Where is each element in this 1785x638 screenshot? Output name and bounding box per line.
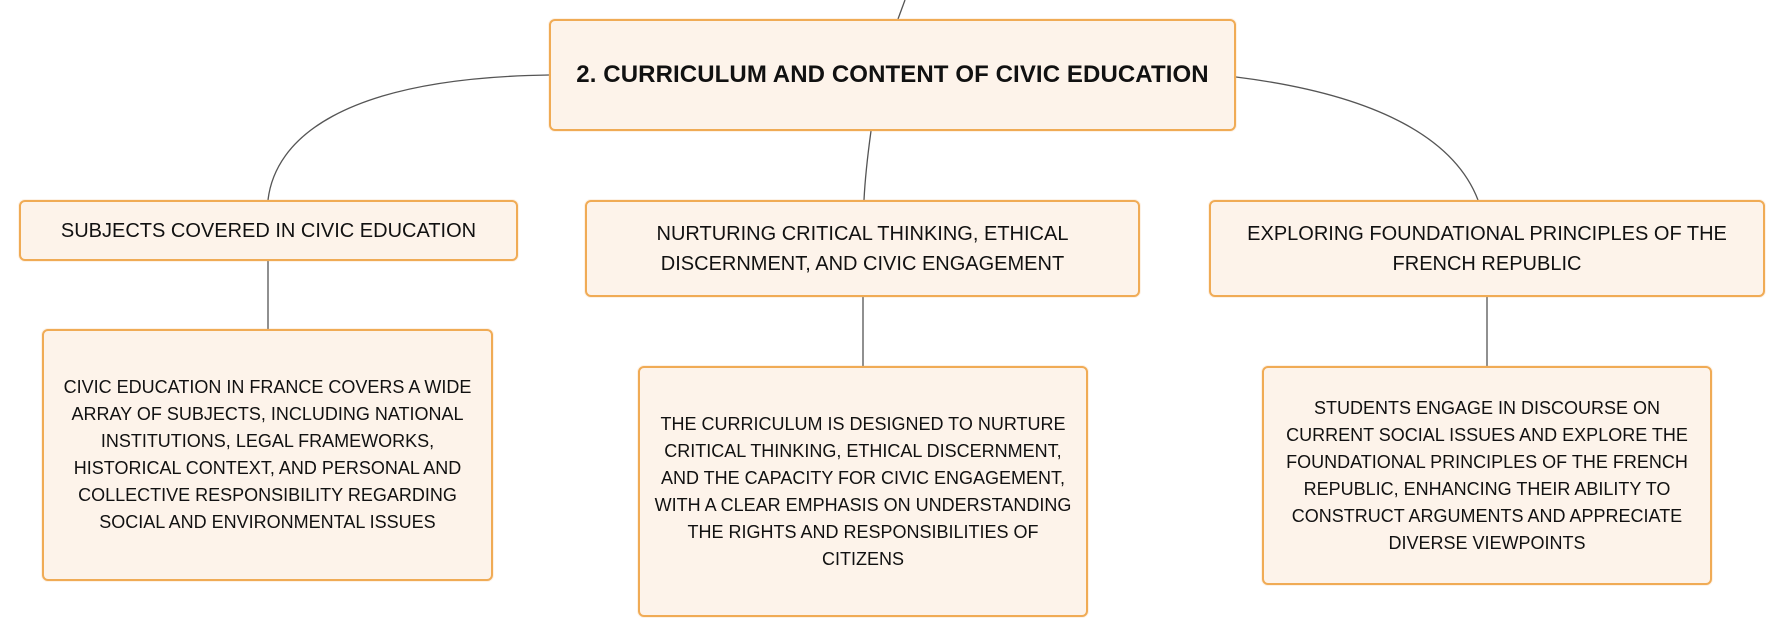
detail-text-subjects: CIVIC EDUCATION IN FRANCE COVERS A WIDE ARRAY OF SUBJECTS, INCLUDING NATIONAL INSTITUTIONS, LEGAL FRAMEWORKS, HISTORICAL CONTEXT, AND PERSONAL AND COLLECTIVE RESPONSIBILITY REGARDING SOCIAL AND ENVIRONMENTAL ISSUES xyxy=(63,377,472,532)
branch-node-critical-thinking[interactable] xyxy=(585,200,1140,297)
detail-node-critical-thinking[interactable] xyxy=(638,366,1088,617)
branch-node-subjects[interactable] xyxy=(19,200,518,261)
branch-label-subjects: SUBJECTS COVERED IN CIVIC EDUCATION xyxy=(60,219,477,242)
detail-text-foundational-principles: STUDENTS ENGAGE IN DISCOURSE ON CURRENT SOCIAL ISSUES AND EXPLORE THE FOUNDATIONAL PRINCIPLES OF THE FRENCH REPUBLIC, ENHANCING THEIR ABILITY TO CONSTRUCT ARGUMENTS AND APPRECIATE DIVERSE VIEWPOINTS xyxy=(1286,397,1688,553)
connector-parent-to-root xyxy=(898,0,905,19)
branch-node-foundational-principles[interactable] xyxy=(1209,200,1765,297)
root-topic-label: 2. CURRICULUM AND CONTENT OF CIVIC EDUCATION xyxy=(576,61,1209,88)
connector-root-to-branch-1 xyxy=(268,75,549,200)
branch-label-critical-thinking: NURTURING CRITICAL THINKING, ETHICAL DISCERNMENT, AND CIVIC ENGAGEMENT xyxy=(656,222,1069,275)
detail-node-foundational-principles[interactable] xyxy=(1262,366,1712,585)
detail-node-subjects[interactable] xyxy=(42,329,493,581)
branch-label-foundational-principles: EXPLORING FOUNDATIONAL PRINCIPLES OF THE FRENCH REPUBLIC xyxy=(1247,222,1727,275)
root-topic-node[interactable] xyxy=(549,19,1236,131)
detail-text-critical-thinking: THE CURRICULUM IS DESIGNED TO NURTURE CRITICAL THINKING, ETHICAL DISCERNMENT, AND THE CAPACITY FOR CIVIC ENGAGEMENT, WITH A CLEAR EMPHASIS ON UNDERSTANDING THE RIGHTS AND RESPONSIBILITIES OF CITIZENS xyxy=(654,413,1072,569)
connector-root-to-branch-2 xyxy=(864,131,871,200)
connector-root-to-branch-3 xyxy=(1236,77,1478,200)
